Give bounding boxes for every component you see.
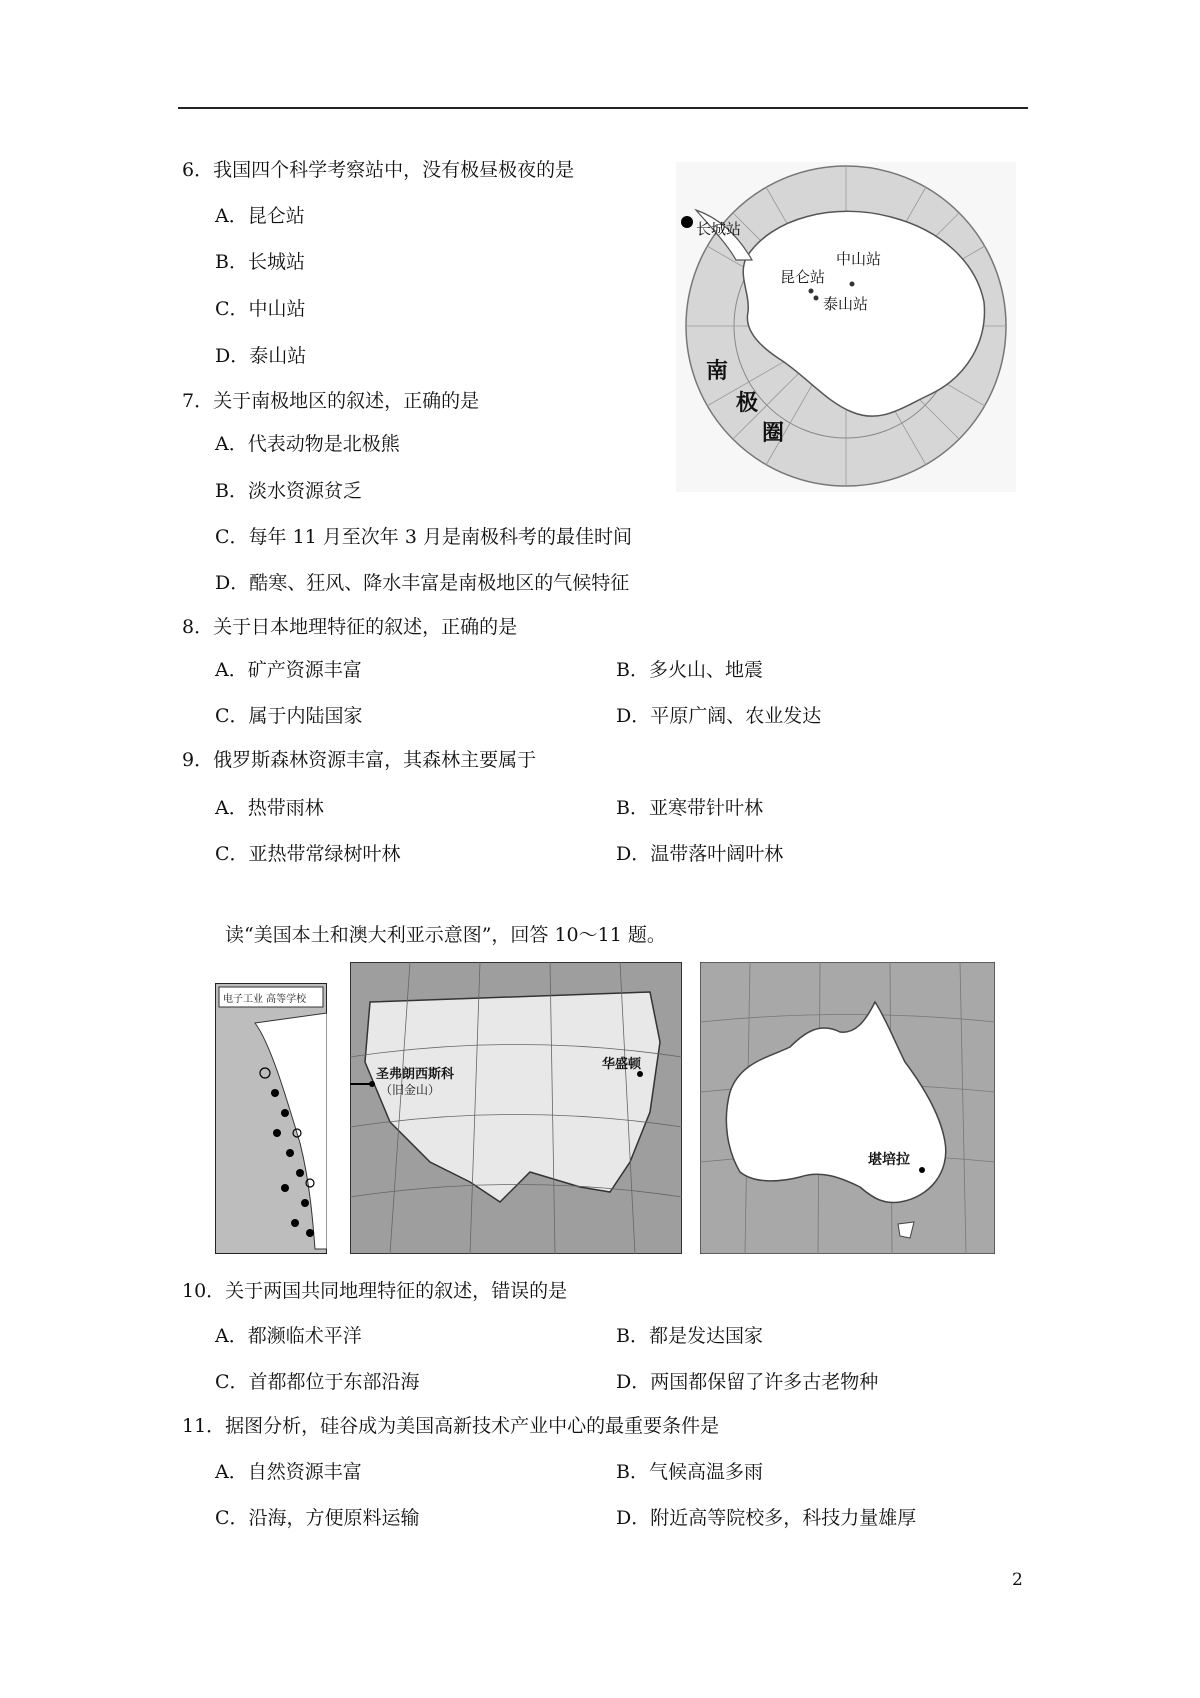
circle-label-2: 极 <box>736 390 759 416</box>
question-7-stem: 7．关于南极地区的叙述，正确的是 <box>182 390 480 412</box>
q9-option-b: B．亚寒带针叶林 <box>616 797 763 819</box>
label-canberra: 堪培拉 <box>868 1152 910 1168</box>
label-zhongshan: 中山站 <box>836 250 882 268</box>
question-10-stem: 10．关于两国共同地理特征的叙述，错误的是 <box>182 1280 568 1302</box>
label-great-wall: 长城站 <box>696 220 742 238</box>
label-san-francisco: 圣弗朗西斯科 <box>376 1067 455 1082</box>
header-rule <box>178 107 1028 109</box>
label-taishan: 泰山站 <box>823 295 869 313</box>
q9-option-c: C．亚热带常绿树叶林 <box>215 843 401 865</box>
q11-option-b: B．气候高温多雨 <box>616 1461 763 1483</box>
canberra-dot <box>919 1167 925 1173</box>
q7-option-a: A．代表动物是北极熊 <box>215 433 400 455</box>
question-9-stem: 9．俄罗斯森林资源丰富，其森林主要属于 <box>182 749 537 771</box>
q10-option-b: B．都是发达国家 <box>616 1325 763 1347</box>
label-washington: 华盛顿 <box>602 1057 642 1072</box>
q11-option-a: A．自然资源丰富 <box>215 1461 362 1483</box>
q9-option-d: D．温带落叶阔叶林 <box>616 843 784 865</box>
q8-option-b: B．多火山、地震 <box>616 659 763 681</box>
page-number: 2 <box>1012 1570 1023 1590</box>
taishan-station-dot <box>814 296 819 301</box>
question-11-stem: 11．据图分析，硅谷成为美国高新技术产业中心的最重要条件是 <box>182 1415 720 1437</box>
q11-option-c: C．沿海，方便原料运输 <box>215 1507 420 1529</box>
antarctic-map <box>676 162 1016 492</box>
q8-option-d: D．平原广阔、农业发达 <box>616 705 822 727</box>
q7-option-d: D．酷寒、狂风、降水丰富是南极地区的气候特征 <box>215 572 630 594</box>
q10-option-c: C．首都都位于东部沿海 <box>215 1371 420 1393</box>
q7-option-b: B．淡水资源贫乏 <box>215 480 362 502</box>
q6-option-a: A．昆仑站 <box>215 205 305 227</box>
usa-map <box>350 962 682 1254</box>
silicon-valley-inset-map <box>215 983 327 1254</box>
san-francisco-dot <box>369 1081 375 1087</box>
q7-option-c: C．每年 11 月至次年 3 月是南极科考的最佳时间 <box>215 526 632 548</box>
question-8-stem: 8．关于日本地理特征的叙述，正确的是 <box>182 616 518 638</box>
q8-option-c: C．属于内陆国家 <box>215 705 363 727</box>
q8-option-a: A．矿产资源丰富 <box>215 659 362 681</box>
inset-legend: 电子工业 高等学校 <box>223 994 307 1005</box>
question-6-stem: 6．我国四个科学考察站中，没有极昼极夜的是 <box>182 159 575 181</box>
kunlun-station-dot <box>809 289 814 294</box>
map-intro: 读“美国本土和澳大利亚示意图”，回答 10～11 题。 <box>225 924 666 946</box>
q6-option-c: C．中山站 <box>215 298 306 320</box>
circle-label-3: 圈 <box>762 420 785 446</box>
q9-option-a: A．热带雨林 <box>215 797 324 819</box>
q6-option-d: D．泰山站 <box>215 345 307 367</box>
label-kunlun: 昆仑站 <box>780 268 826 286</box>
great-wall-station-dot <box>681 216 693 228</box>
label-san-francisco-alt: （旧金山） <box>380 1083 441 1097</box>
australia-map <box>700 962 995 1254</box>
q10-option-a: A．都濒临术平洋 <box>215 1325 362 1347</box>
q11-option-d: D．附近高等院校多，科技力量雄厚 <box>616 1507 917 1529</box>
circle-label-1: 南 <box>706 358 729 384</box>
q10-option-d: D．两国都保留了许多古老物种 <box>616 1371 879 1393</box>
zhongshan-station-dot <box>850 282 855 287</box>
q6-option-b: B．长城站 <box>215 251 305 273</box>
